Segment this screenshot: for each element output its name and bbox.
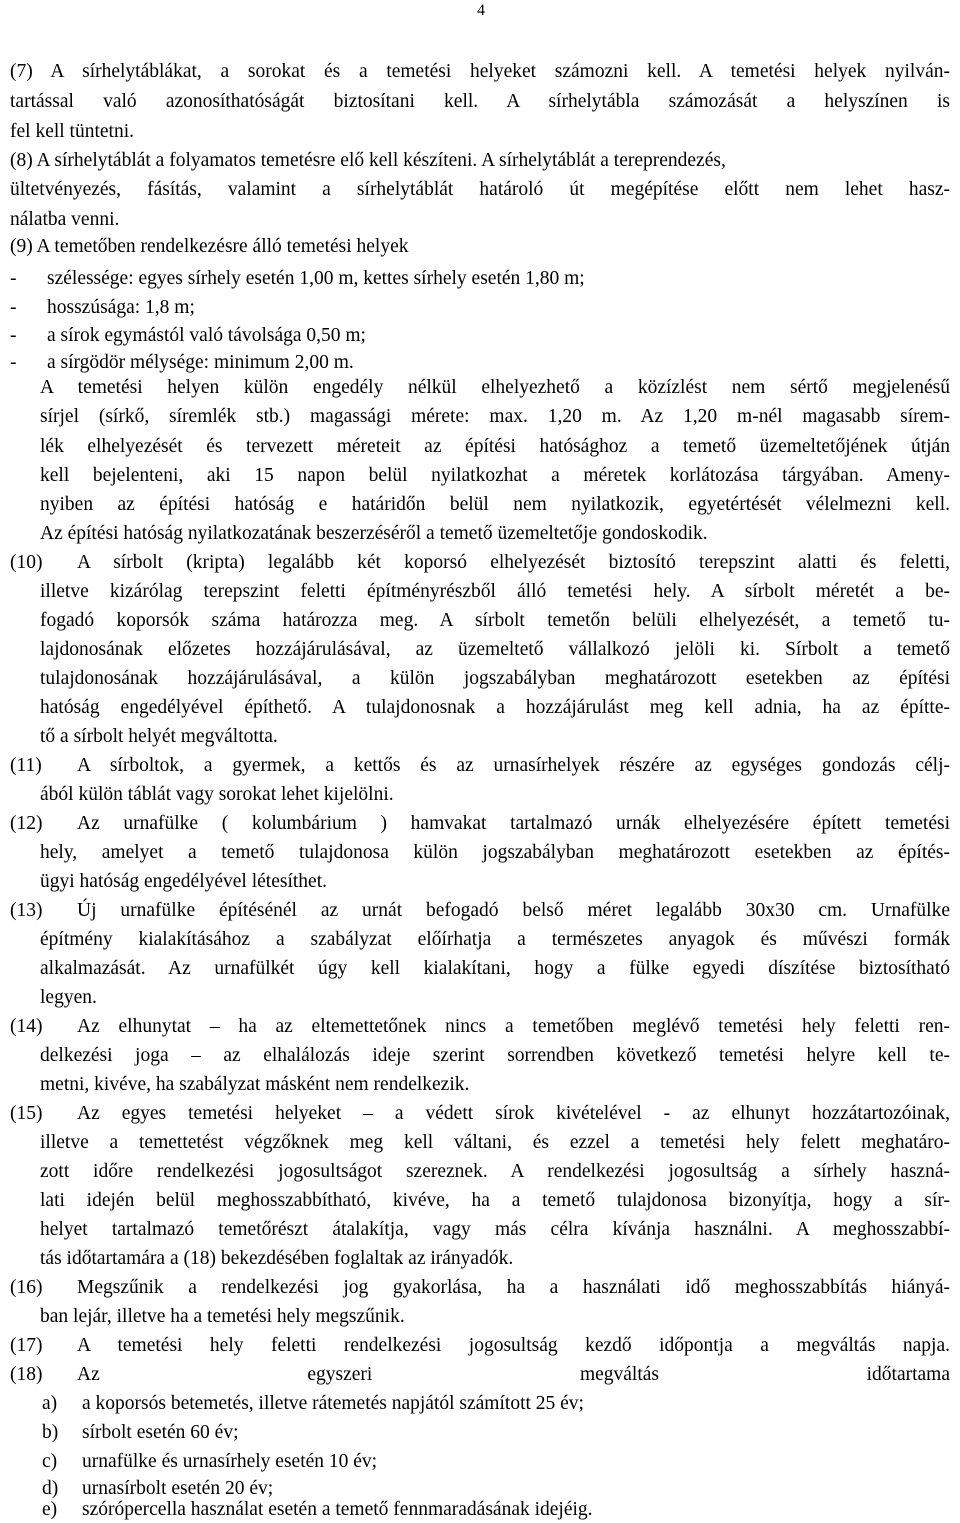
text-line: tulajdonosának hozzájárulásával, a külön jogszabályban meghatározott esetekben az építési bbox=[40, 668, 950, 689]
paragraph-number: (13) bbox=[10, 900, 43, 921]
list-item: urnafülke és urnasírhely esetén 10 év; bbox=[82, 1451, 378, 1472]
text-line: hely, amelyet a temető tulajdonosa külön jogszabályban meghatározott esetekben az építés- bbox=[40, 842, 950, 863]
text-line: tás időtartamára a (18) bekezdésében foglaltak az irányadók. bbox=[40, 1248, 514, 1269]
paragraph-number: (10) bbox=[10, 552, 43, 573]
text-line: Új urnafülke építésénél az urnát befogadó belső méret legalább 30x30 cm. Urnafülke bbox=[77, 900, 950, 921]
list-dash: - bbox=[10, 325, 17, 346]
paragraph-number: (17) bbox=[10, 1335, 43, 1356]
text-line: fogadó koporsók száma határozza meg. A sírbolt temetőn belüli elhelyezését, a temető tu- bbox=[40, 610, 950, 631]
text-line: építmény kialakításához a szabályzat előírhatja a természetes anyagok és művészi formák bbox=[40, 929, 950, 950]
list-dash: - bbox=[10, 268, 17, 289]
text-line: Az egyszeri megváltás időtartama bbox=[77, 1364, 950, 1385]
list-item: a koporsós betemetés, illetve rátemetés napjától számított 25 év; bbox=[82, 1393, 584, 1414]
list-dash: - bbox=[10, 352, 17, 373]
list-item: sírbolt esetén 60 év; bbox=[82, 1422, 239, 1443]
text-line: A sírboltok, a gyermek, a kettős és az urnasírhelyek részére az egységes gondozás célj- bbox=[77, 755, 950, 776]
list-item: a sírgödör mélysége: minimum 2,00 m. bbox=[47, 352, 354, 373]
text-line: legyen. bbox=[40, 987, 97, 1008]
list-label: e) bbox=[42, 1499, 58, 1520]
list-item: urnasírbolt esetén 20 év; bbox=[82, 1478, 274, 1499]
text-line: kell bejelenteni, aki 15 napon belül nyilatkozhat a méretek korlátozása tárgyában. Ameny- bbox=[40, 465, 950, 486]
text-line: ából külön táblát vagy sorokat lehet kijelölni. bbox=[40, 784, 394, 805]
text-line: (7) A sírhelytáblákat, a sorokat és a temetési helyeket számozni kell. A temetési helyek nyilván- bbox=[10, 61, 950, 82]
text-line: Az elhunytat – ha az eltemettetőnek nincs a temetőben meglévő temetési hely feletti ren- bbox=[77, 1016, 950, 1037]
text-line: ügyi hatóság engedélyével létesíthet. bbox=[40, 871, 327, 892]
text-line: A temetési helyen külön engedély nélkül elhelyezhető a közízlést nem sértő megjelenésű bbox=[40, 377, 950, 398]
text-line: lajdonosának előzetes hozzájárulásával, az üzemeltető vállalkozó jelöli ki. Sírbolt a temető bbox=[40, 639, 950, 660]
list-dash: - bbox=[10, 297, 17, 318]
paragraph-number: (16) bbox=[10, 1277, 43, 1298]
text-line: sírjel (sírkő, síremlék stb.) magassági mérete: max. 1,20 m. Az 1,20 m-nél magasabb sírem- bbox=[40, 406, 950, 427]
list-label: d) bbox=[42, 1478, 59, 1499]
text-line: nyiben az építési hatóság e határidőn belül nem nyilatkozik, egyetértését vélelmezni kell. bbox=[40, 494, 950, 515]
page-number: 4 bbox=[477, 2, 485, 19]
text-line: illetve kizárólag terepszint feletti építményrészből álló temetési hely. A sírbolt méretét a be- bbox=[40, 581, 950, 602]
text-line: A temetési hely feletti rendelkezési jogosultság kezdő időpontja a megváltás napja. bbox=[77, 1335, 950, 1356]
text-line: zott időre rendelkezési jogosultságot szereznek. A rendelkezési jogosultság a sírhely haszná- bbox=[40, 1161, 950, 1182]
list-item: a sírok egymástól való távolsága 0,50 m; bbox=[47, 325, 366, 346]
text-line: illetve a temettetést végzőknek meg kell váltani, és ezzel a temetési hely felett meghatáro- bbox=[40, 1132, 950, 1153]
list-item: hosszúsága: 1,8 m; bbox=[47, 297, 195, 318]
text-line: metni, kivéve, ha szabályzat másként nem rendelkezik. bbox=[40, 1074, 470, 1095]
paragraph-number: (12) bbox=[10, 813, 43, 834]
text-line: Az építési hatóság nyilatkozatának beszerzéséről a temető üzemeltetője gondoskodik. bbox=[40, 523, 708, 544]
text-line: Az urnafülke ( kolumbárium ) hamvakat tartalmazó urnák elhelyezésére épített temetési bbox=[77, 813, 950, 834]
text-line: (8) A sírhelytáblát a folyamatos temetésre elő kell készíteni. A sírhelytáblát a tereprendezés, bbox=[10, 150, 726, 171]
text-line: Az egyes temetési helyeket – a védett sírok kivételével - az elhunyt hozzátartozóinak, bbox=[77, 1103, 950, 1124]
paragraph-number: (18) bbox=[10, 1364, 43, 1385]
text-line: delkezési joga – az elhalálozás ideje szerint sorrendben következő temetési helyre kell te- bbox=[40, 1045, 950, 1066]
text-line: helyet tartalmazó temetőrészt átalakítja, vagy más célra kívánja használni. A meghosszabbí- bbox=[40, 1219, 950, 1240]
paragraph-number: (14) bbox=[10, 1016, 43, 1037]
text-line: lati idején belül meghosszabbítható, kivéve, ha a temető tulajdonosa bizonyítja, hogy a sír- bbox=[40, 1190, 950, 1211]
text-line: ültetvényezés, fásítás, valamint a sírhelytáblát határoló út megépítése előtt nem lehet hasz- bbox=[10, 179, 950, 200]
text-line: alkalmazását. Az urnafülkét úgy kell kialakítani, hogy a fülke egyedi díszítése biztosítható bbox=[40, 958, 950, 979]
paragraph-number: (15) bbox=[10, 1103, 43, 1124]
text-line: tő a sírbolt helyét megváltotta. bbox=[40, 726, 278, 747]
text-line: hatóság engedélyével építhető. A tulajdonosnak a hozzájárulást meg kell adnia, ha az építte- bbox=[40, 697, 950, 718]
list-label: b) bbox=[42, 1422, 59, 1443]
text-line: Megszűnik a rendelkezési jog gyakorlása, ha a használati idő meghosszabbítás hiányá- bbox=[77, 1277, 950, 1298]
list-label: c) bbox=[42, 1451, 58, 1472]
list-item: szélessége: egyes sírhely esetén 1,00 m, kettes sírhely esetén 1,80 m; bbox=[47, 268, 585, 289]
text-line: tartással való azonosíthatóságát biztosítani kell. A sírhelytábla számozását a helyszínen is bbox=[10, 91, 950, 112]
text-line: fel kell tüntetni. bbox=[10, 121, 135, 142]
paragraph-number: (11) bbox=[10, 755, 42, 776]
text-line: lék elhelyezését és tervezett méreteit az építési hatósághoz a temető üzemeltetőjének útján bbox=[40, 436, 950, 457]
text-line: ban lejár, illetve ha a temetési hely megszűnik. bbox=[40, 1306, 405, 1327]
text-line: (9) A temetőben rendelkezésre álló temetési helyek bbox=[10, 236, 409, 257]
text-line: A sírbolt (kripta) legalább két koporsó elhelyezését biztosító terepszint alatti és feletti, bbox=[77, 552, 950, 573]
list-label: a) bbox=[42, 1393, 58, 1414]
list-item: szórópercella használat esetén a temető fennmaradásának idejéig. bbox=[82, 1499, 593, 1520]
text-line: nálatba venni. bbox=[10, 209, 120, 230]
